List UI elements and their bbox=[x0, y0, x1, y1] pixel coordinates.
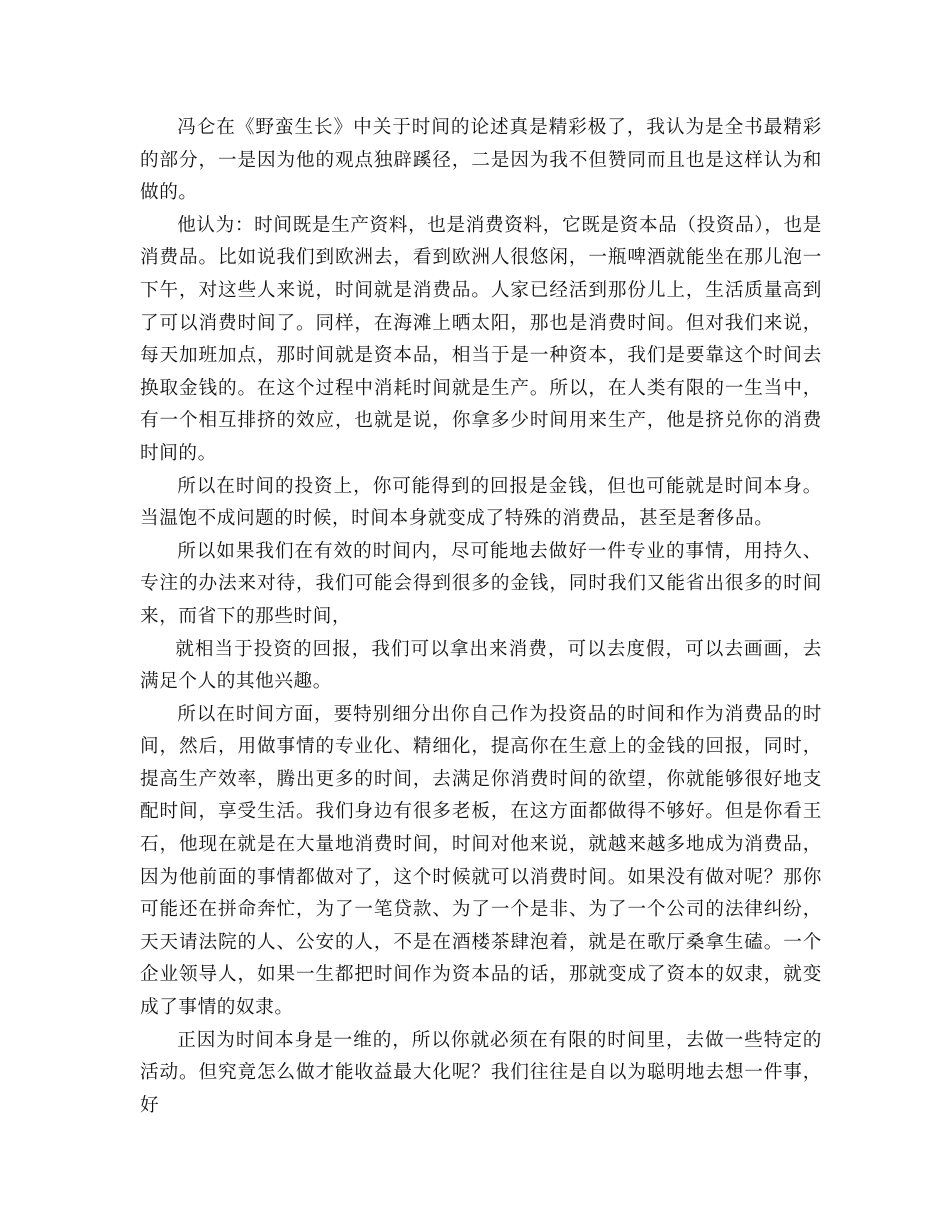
paragraph-efficient-time: 所以如果我们在有效的时间内，尽可能地去做好一件专业的事情，用持久、专注的办法来对待，我们可能会得到很多的金钱，同时我们又能省出很多的时间来，而省下的那些时间， bbox=[140, 540, 822, 627]
paragraph-intro: 冯仑在《野蛮生长》中关于时间的论述真是精彩极了，我认为是全书最精彩的部分，一是因为他的观点独辟蹊径，二是因为我不但赞同而且也是这样认为和做的。 bbox=[140, 117, 822, 204]
paragraph-one-dimensional-time: 正因为时间本身是一维的，所以你就必须在有限的时间里，去做一些特定的活动。但究竟怎么做才能收益最大化呢？我们往往是自以为聪明地去想一件事，好 bbox=[140, 1029, 822, 1116]
paragraph-time-definition: 他认为：时间既是生产资料，也是消费资料，它既是资本品（投资品），也是消费品。比如说我们到欧洲去，看到欧洲人很悠闲，一瓶啤酒就能坐在那儿泡一下午，对这些人来说，时间就是消费品。人家已经活到那份儿上，生活质量高到了可以消费时间了。同样，在海滩上晒太阳，那也是消费时间。但对我们来说，每天加班加点，那时间就是资本品，相当于是一种资本，我们是要靠这个时间去换取金钱的。在这个过程中消耗时间就是生产。所以，在人类有限的一生当中，有一个相互排挤的效应，也就是说，你拿多少时间用来生产，他是挤兑你的消费时间的。 bbox=[140, 214, 822, 464]
paragraph-investment-return: 就相当于投资的回报，我们可以拿出来消费，可以去度假，可以去画画，去满足个人的其他兴趣。 bbox=[140, 638, 822, 693]
paragraph-time-segmentation: 所以在时间方面，要特别细分出你自己作为投资品的时间和作为消费品的时间，然后，用做事情的专业化、精细化，提高你在生意上的金钱的回报，同时，提高生产效率，腾出更多的时间，去满足你消费时间的欲望，你就能够很好地支配时间，享受生活。我们身边有很多老板，在这方面都做得不够好。但是你看王石，他现在就是在大量地消费时间，时间对他来说，就越来越多地成为消费品，因为他前面的事情都做对了，这个时候就可以消费时间。如果没有做对呢？那你可能还在拼命奔忙，为了一笔贷款、为了一个是非、为了一个公司的法律纠纷，天天请法院的人、公安的人，不是在酒楼茶肆泡着，就是在歌厅桑拿生磕。一个企业领导人，如果一生都把时间作为资本品的话，那就变成了资本的奴隶，就变成了事情的奴隶。 bbox=[140, 703, 822, 1019]
document-page bbox=[140, 112, 822, 1122]
paragraph-time-investment: 所以在时间的投资上，你可能得到的回报是金钱，但也可能就是时间本身。当温饱不成问题的时候，时间本身就变成了特殊的消费品，甚至是奢侈品。 bbox=[140, 475, 822, 530]
